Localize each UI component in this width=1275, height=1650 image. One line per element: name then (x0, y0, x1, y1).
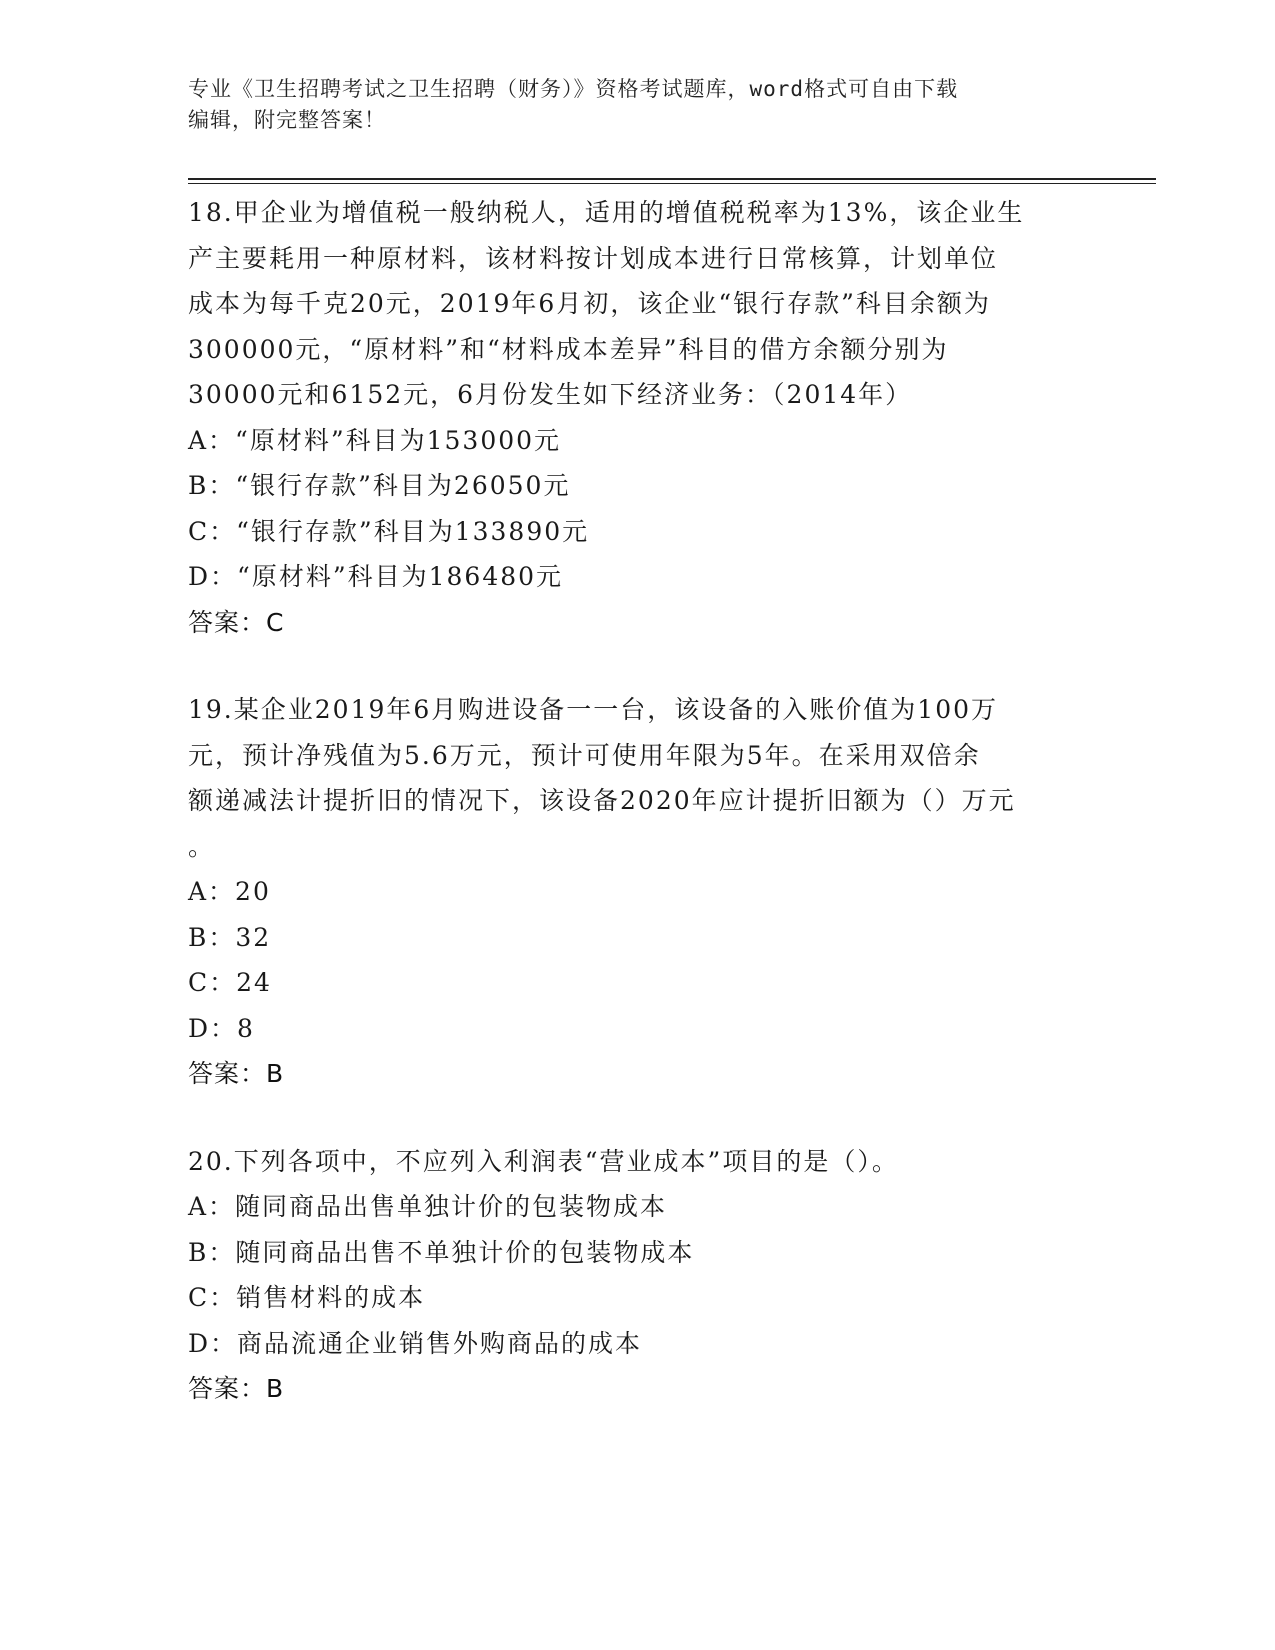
question-item (188, 1139, 1088, 1412)
question-item (188, 687, 1088, 1097)
question-stem-line: 30000元和6152元，6月份发生如下经济业务：（2014年） (188, 380, 913, 409)
option-b: B：“银行存款”科目为26050元 (188, 471, 571, 500)
question-stem-line: 18.甲企业为增值税一般纳税人，适用的增值税税率为13%，该企业生 (188, 198, 1025, 227)
question-stem-line: 300000元，“原材料”和“材料成本差异”科目的借方余额分别为 (188, 334, 949, 364)
option-c: C：销售材料的成本 (188, 1283, 426, 1312)
question-stem-line: 成本为每千克20元，2019年6月初，该企业“银行存款”科目余额为 (188, 289, 991, 318)
answer-line: 答案：C (188, 607, 285, 637)
question-list (188, 190, 1088, 1412)
question-item (188, 190, 1088, 645)
answer-line: 答案：B (188, 1374, 285, 1403)
option-b: B：随同商品出售不单独计价的包装物成本 (188, 1237, 695, 1267)
option-c: C：“银行存款”科目为133890元 (188, 516, 590, 546)
option-c: C：24 (188, 968, 272, 997)
header-divider-thin (188, 183, 1156, 184)
question-spacer (188, 645, 1088, 687)
header-line-1: 专业《卫生招聘考试之卫生招聘（财务）》资格考试题库，word格式可自由下载 (188, 77, 959, 101)
answer-line: 答案：B (188, 1059, 285, 1088)
question-stem-line: 元，预计净残值为5.6万元，预计可使用年限为5年。在采用双倍余 (188, 740, 981, 770)
header-divider-thick (188, 178, 1156, 180)
option-a: A：20 (188, 877, 271, 906)
question-stem-line: 产主要耗用一种原材料，该材料按计划成本进行日常核算，计划单位 (188, 243, 999, 273)
option-d: D：商品流通企业销售外购商品的成本 (188, 1328, 643, 1358)
question-stem-line: 。 (188, 831, 216, 861)
header-line-2: 编辑，附完整答案！ (188, 108, 386, 132)
question-stem-line: 20.下列各项中，不应列入利润表“营业成本”项目的是（）。 (188, 1146, 899, 1176)
option-a: A：“原材料”科目为153000元 (188, 425, 562, 455)
document-header (188, 74, 1088, 136)
option-d: D：8 (188, 1013, 255, 1043)
question-spacer (188, 1097, 1088, 1139)
question-stem-line: 额递减法计提折旧的情况下，该设备2020年应计提折旧额为（）万元 (188, 786, 1016, 815)
option-d: D：“原材料”科目为186480元 (188, 562, 564, 591)
option-a: A：随同商品出售单独计价的包装物成本 (188, 1192, 668, 1221)
question-stem-line: 19.某企业2019年6月购进设备一一台，该设备的入账价值为100万 (188, 695, 999, 724)
option-b: B：32 (188, 922, 272, 952)
